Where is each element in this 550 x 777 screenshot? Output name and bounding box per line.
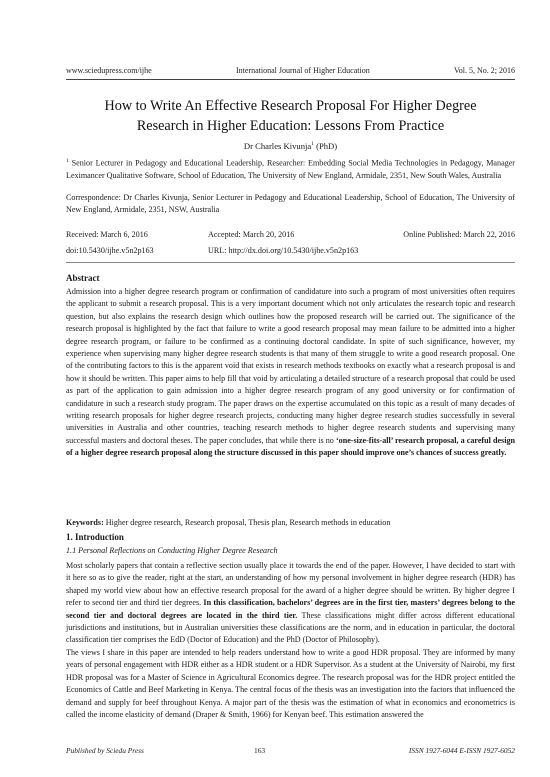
title-line-1: How to Write An Effective Research Proposal For Higher Degree xyxy=(104,98,477,114)
header-divider xyxy=(66,79,515,80)
footer-publisher: Published by Sciedu Press xyxy=(66,746,144,755)
accepted-date: Accepted: March 20, 2016 xyxy=(208,230,295,239)
abstract-heading: Abstract xyxy=(66,273,100,283)
received-date: Received: March 6, 2016 xyxy=(66,230,148,239)
dates-divider xyxy=(66,262,515,263)
url-link[interactable]: URL: http://dx.doi.org/10.5430/ijhe.v5n2p163 xyxy=(208,246,359,255)
published-date: Online Published: March 22, 2016 xyxy=(403,230,515,239)
abstract-text: Admission into a higher degree research program or confirmation of candidature into such a program of most universities often requires the applicant to submit a research proposal. This is a very important document which not only articulates the research topic and research question, but also explains the research design which outlines how the proposed research will be carried out. The significance of the research proposal is highlighted by the fact that failure to write a good research proposal may mean failure to be admitted into a higher degree research program, or failure to be confirmed as a continuing doctoral candidate. In spite of such significance, however, my experience when supervising many higher degree research students is that many of them struggle to write a good research proposal. One of the contributing factors to this is the apparent void that exists in research methods textbooks on exactly what a research proposal is and how it should be written. This paper aims to help fill that void by articulating a detailed structure of a research proposal that could be used as part of the application to gain admission into a higher degree research program of any good university or for confirmation of candidature in such a research study program. The paper draws on the expertise accumulated on this topic as a result of many decades of writing research proposals for higher degree research projects, conducting many higher degree research studies successfully in several universities in Australia and other countries, teaching research methods to higher degree research students and supervising many successful masters and doctoral theses. The paper concludes, that while there is no xyxy=(66,287,515,445)
intro-p1-text-a: Most scholarly papers that contain a reflective section usually place it towards the end of the paper. However, I have decided to start with it here so as to give the reader, right at the start, an understanding of how my personal involvement in higher degree research (HDR) has shaped my world view about how an effective research proposal for the award of a higher degree should be written. By higher degree I refer to second tier and third tier degrees. xyxy=(66,561,515,608)
journal-url[interactable]: www.sciedupress.com/ijhe xyxy=(66,66,152,75)
intro-paragraph-1 xyxy=(66,560,515,647)
affiliation xyxy=(66,155,515,183)
abstract xyxy=(66,286,515,460)
footer-issn: ISSN 1927-6044 E-ISSN 1927-6052 xyxy=(408,746,515,755)
correspondence-text: Correspondence: Dr Charles Kivunja, Senior Lecturer in Pedagogy and Educational Leadership, School of Education, The University of New England, Armidale, 2351, NSW, Australia xyxy=(66,193,515,215)
intro-p1-bold: In this classification, bachelors’ degrees are in the first tier, masters’ degrees belong to the second tier and doctoral degrees are located in the third tier. xyxy=(66,598,516,620)
section-heading: 1. Introduction xyxy=(66,532,124,542)
affiliation-superscript: 1 xyxy=(66,158,69,164)
intro-p2-text: The views I share in this paper are intended to help readers understand how to write a good HDR proposal. They are informed by many years of personal engagement with HDR either as a HDR student or a HDR Supervisor. As a student at the University of Nairobi, my first HDR proposal was for a Master of Science in Agricultural Economics degree. The research proposal was for the HDR project entitled the Economics of Cattle and Beef Marketing in Kenya. The central focus of the thesis was an investigation into the factors that influenced the demand and supply for beef throughout Kenya. A major part of the thesis was the estimation of what in economics and econometrics is called the income elasticity of demand (Draper & Smith, 1966) for Kenyan beef. This estimation answered the xyxy=(66,648,515,720)
doi-link[interactable]: doi:10.5430/ijhe.v5n2p163 xyxy=(66,246,154,255)
correspondence xyxy=(66,192,515,217)
intro-p1-text-b: These classifications might differ across different educational jurisdictions and institutions, but in Australian universities these classifications are the norm, and in education in particular, the doctoral classification tier comprises the EdD (Doctor of Education) and the PhD (Doctor of Philosophy). xyxy=(66,610,516,645)
intro-paragraph-2 xyxy=(66,647,515,721)
author-degree: (PhD) xyxy=(313,141,338,151)
volume-info: Vol. 5, No. 2; 2016 xyxy=(454,66,515,75)
author-name: Dr Charles Kivunja xyxy=(243,141,312,151)
keywords-text: Higher degree research, Research proposal, Thesis plan, Research methods in education xyxy=(103,518,391,527)
page-number: 163 xyxy=(254,746,266,755)
author-line xyxy=(66,141,515,151)
journal-name: International Journal of Higher Education xyxy=(235,66,370,75)
abstract-bold-text: ‘one-size-fits-all’ research proposal, a careful design of a higher degree research proposal along the structure discussed in this paper should improve one’s chances of success greatly. xyxy=(66,435,515,458)
author-superscript: 1 xyxy=(311,141,314,148)
title-line-2: Research in Higher Education: Lessons From Practice xyxy=(136,118,445,134)
paper-title xyxy=(66,96,515,136)
affiliation-text: Senior Lecturer in Pedagogy and Educational Leadership, Researcher: Embedding Social Media Technologies in Pedagogy, Manager Leximancer Qualitative Software, School of Education, The University of New England, Armidale, 2351, New South Wales, Australia xyxy=(66,158,515,181)
running-header xyxy=(66,66,515,75)
keywords-label: Keywords: xyxy=(66,518,104,527)
keywords xyxy=(66,517,515,529)
subsection-heading: 1.1 Personal Reflections on Conducting Higher Degree Research xyxy=(66,546,278,555)
